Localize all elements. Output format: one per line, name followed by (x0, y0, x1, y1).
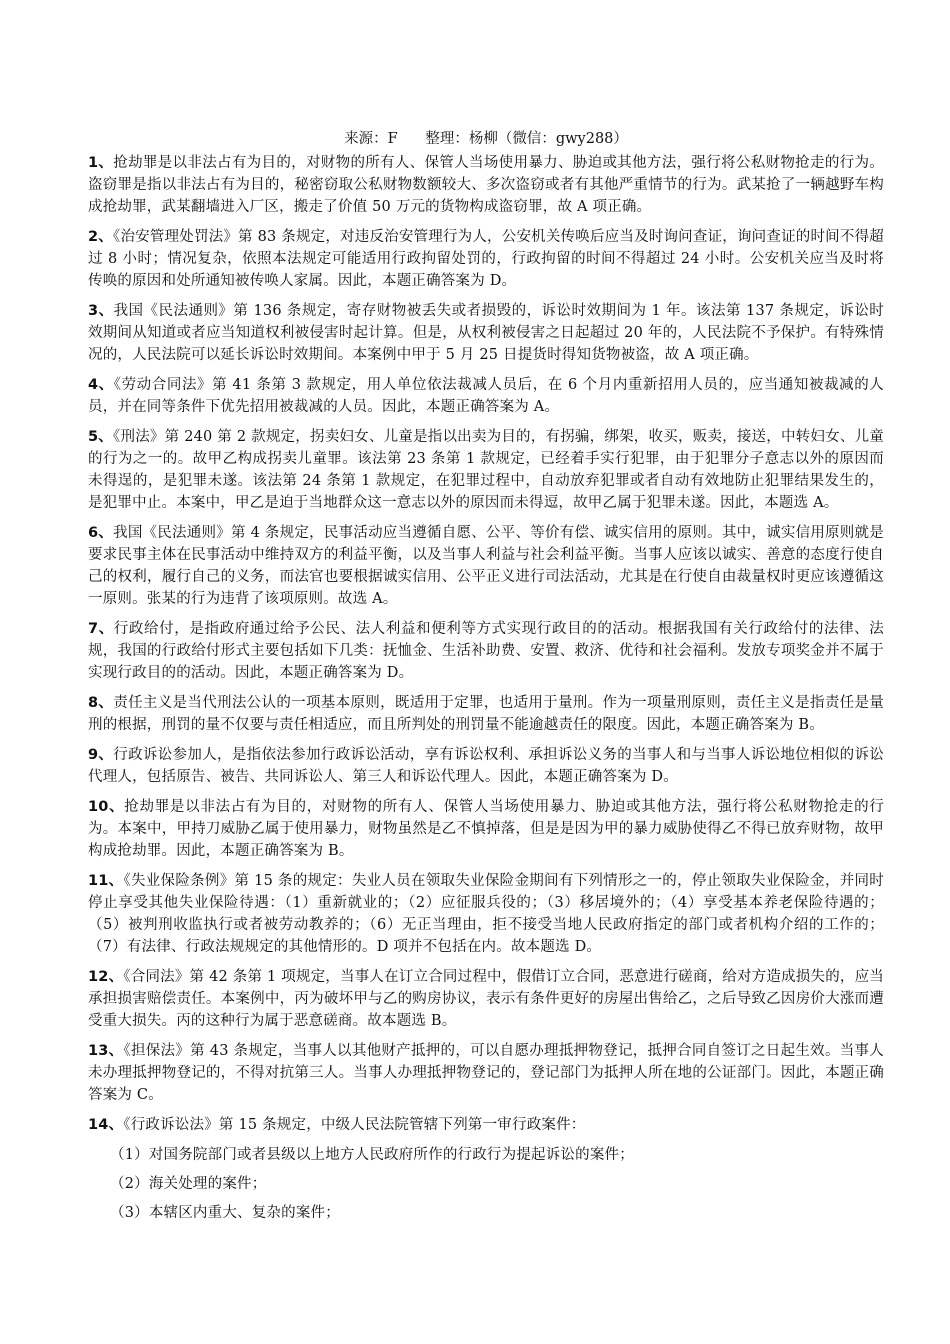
item-number: 9、 (88, 747, 114, 763)
answer-paragraph-5 (88, 426, 884, 514)
source-label: 来源：F (344, 131, 398, 147)
sub-item-3: （3）本辖区内重大、复杂的案件； (110, 1205, 340, 1221)
item-text: 《治安管理处罚法》第 83 条规定，对违反治安管理行为人，公安机关传唤后应当及时询问查证，询问查证的时间不得超过 8 小时；情况复杂，依照本法规定可能适用行政拘留处罚的，行政拘留的时间不得超过 24 小时。公安机关应当及时将传唤的原因和处所通知被传唤人家属。因此，本题正确答案为 D。 (88, 229, 884, 289)
item-text: 行政给付，是指政府通过给予公民、法人利益和便利等方式实现行政目的的活动。根据我国有关行政给付的法律、法规，我国的行政给付形式主要包括如下几类：抚恤金、生活补助费、安置、救济、优待和社会福利。发放专项奖金并不属于实现行政目的的活动。因此，本题正确答案为 D。 (88, 621, 884, 681)
answer-paragraph-6 (88, 522, 884, 610)
answer-paragraph-11 (88, 870, 884, 958)
item-text: 我国《民法通则》第 4 条规定，民事活动应当遵循自愿、公平、等价有偿、诚实信用的原则。其中，诚实信用原则就是要求民事主体在民事活动中维持双方的利益平衡，以及当事人利益与社会利益平衡。当事人应该以诚实、善意的态度行使自己的权利，履行自己的义务，而法官也要根据诚实信用、公平正义进行司法活动，尤其是在行使自由裁量权时更应该遵循这一原则。张某的行为违背了该项原则。故选 A。 (88, 525, 884, 607)
item-text: 我国《民法通则》第 136 条规定，寄存财物被丢失或者损毁的，诉讼时效期间为 1 年。该法第 137 条规定，诉讼时效期间从知道或者应当知道权利被侵害时起计算。但是，从权利被侵害之日起超过 20 年的，人民法院不予保护。有特殊情况的，人民法院可以延长诉讼时效期间。本案例中甲于 5 月 25 日提货时得知货物被盗，故 A 项正确。 (88, 303, 884, 363)
item-number: 6、 (88, 525, 114, 541)
answer-paragraph-14 (88, 1114, 884, 1136)
sub-item-1: （1）对国务院部门或者县级以上地方人民政府所作的行政行为提起诉讼的案件； (110, 1147, 634, 1163)
item-number: 8、 (88, 695, 114, 711)
item-text: 《担保法》第 43 条规定，当事人以其他财产抵押的，可以自愿办理抵押物登记，抵押合同自签订之日起生效。当事人未办理抵押物登记的，不得对抗第三人。当事人办理抵押物登记的，登记部门为抵押人所在地的公证部门。因此，本题正确答案为 C。 (88, 1043, 884, 1103)
answer-paragraph-10 (88, 796, 884, 862)
answer-paragraph-8 (88, 692, 884, 736)
editor-label: 整理：杨柳（微信：gwy288） (425, 131, 628, 147)
item-number: 10、 (88, 799, 125, 815)
item-text: 《劳动合同法》第 41 条第 3 款规定，用人单位依法裁减人员后，在 6 个月内重新招用人员的，应当通知被裁减的人员，并在同等条件下优先招用被裁减的人员。因此，本题正确答案为 A。 (88, 377, 884, 415)
sub-item-2: （2）海关处理的案件； (110, 1176, 267, 1192)
answer-paragraph-9 (88, 744, 884, 788)
item-text: 行政诉讼参加人，是指依法参加行政诉讼活动，享有诉讼权利、承担诉讼义务的当事人和与当事人诉讼地位相似的诉讼代理人，包括原告、被告、共同诉讼人、第三人和诉讼代理人。因此，本题正确答案为 D。 (88, 747, 884, 785)
answer-paragraph-2 (88, 226, 884, 292)
item-number: 4、 (88, 377, 114, 393)
answer-paragraph-12 (88, 966, 884, 1032)
item-number: 14、 (88, 1117, 124, 1133)
item-number: 13、 (88, 1043, 124, 1059)
item-text: 抢劫罪是以非法占有为目的，对财物的所有人、保管人当场使用暴力、胁迫或其他方法，强行将公私财物抢走的行为。盗窃罪是指以非法占有为目的，秘密窃取公私财物数额较大、多次盗窃或者有其他严重情节的行为。武某抢了一辆越野车构成抢劫罪，武某翻墙进入厂区，搬走了价值 50 万元的货物构成盗窃罪，故 A 项正确。 (88, 155, 884, 215)
answer-paragraph-3 (88, 300, 884, 366)
item-text: 《行政诉讼法》第 15 条规定，中级人民法院管辖下列第一审行政案件： (123, 1117, 586, 1133)
answer-paragraph-4 (88, 374, 884, 418)
document-page (88, 128, 884, 1231)
item-number: 12、 (88, 969, 124, 985)
item-number: 7、 (88, 621, 114, 637)
item-number: 5、 (88, 429, 114, 445)
item-text: 责任主义是当代刑法公认的一项基本原则，既适用于定罪，也适用于量刑。作为一项量刑原则，责任主义是指责任是量刑的根据，刑罚的量不仅要与责任相适应，而且所判处的刑罚量不能逾越责任的限度。因此，本题正确答案为 B。 (88, 695, 884, 733)
document-header (88, 128, 884, 150)
item-number: 1、 (88, 155, 114, 171)
item-number: 11、 (88, 873, 124, 889)
item-number: 3、 (88, 303, 114, 319)
answer-paragraph-1 (88, 152, 884, 218)
item-text: 《失业保险条例》第 15 条的规定：失业人员在领取失业保险金期间有下列情形之一的，停止领取失业保险金，并同时停止享受其他失业保险待遇：（1）重新就业的；（2）应征服兵役的；（3）移居境外的；（4）享受基本养老保险待遇的；（5）被判刑收监执行或者被劳动教养的；（6）无正当理由，拒不接受当地人民政府指定的部门或者机构介绍的工作的；（7）有法律、行政法规规定的其他情形的。D 项并不包括在内。故本题选 D。 (88, 873, 884, 955)
answer-paragraph-13 (88, 1040, 884, 1106)
item-text: 《刑法》第 240 第 2 款规定，拐卖妇女、儿童是指以出卖为目的，有拐骗，绑架，收买，贩卖，接送，中转妇女、儿童的行为之一的。故甲乙构成拐卖儿童罪。该法第 23 条第 1 款规定，已经着手实行犯罪，由于犯罪分子意志以外的原因而未得逞的，是犯罪未遂。该法第 24 条第 1 款规定，在犯罪过程中，自动放弃犯罪或者自动有效地防止犯罪结果发生的，是犯罪中止。本案中，甲乙是迫于当地群众这一意志以外的原因而未得逗，故甲乙属于犯罪未遂。因此，本题选 A。 (88, 429, 884, 511)
item-text: 《合同法》第 42 条第 1 项规定，当事人在订立合同过程中，假借订立合同，恶意进行磋商，给对方造成损失的，应当承担损害赔偿责任。本案例中，丙为破坏甲与乙的购房协议，表示有条件更好的房屋出售给乙，之后导致乙因房价大涨而遭受重大损失。丙的这种行为属于恶意磋商。故本题选 B。 (88, 969, 885, 1029)
item-number: 2、 (88, 229, 113, 245)
answer-paragraph-7 (88, 618, 884, 684)
item-text: 抢劫罪是以非法占有为目的，对财物的所有人、保管人当场使用暴力、胁迫或其他方法，强行将公私财物抢走的行为。本案中，甲持刀威胁乙属于使用暴力，财物虽然是乙不慎掉落，但是是因为甲的暴力威胁使得乙不得已放弃财物，故甲构成抢劫罪。因此，本题正确答案为 B。 (88, 799, 885, 859)
